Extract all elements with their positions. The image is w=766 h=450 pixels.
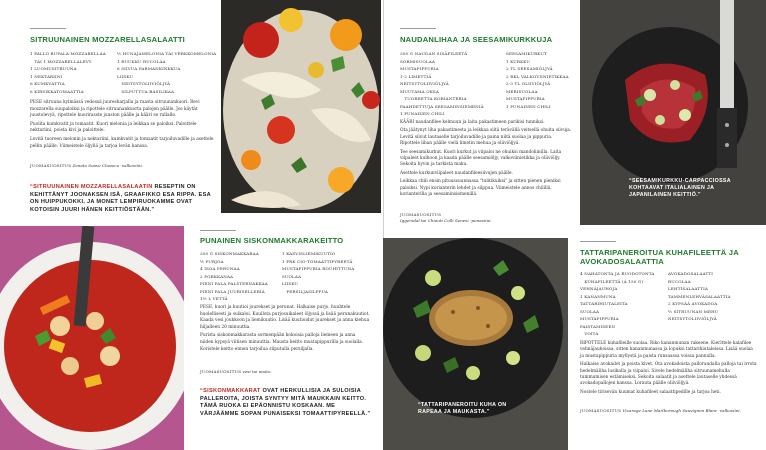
wine-label: JUOMASUOSITUS (580, 408, 622, 413)
recipe-body (400, 120, 572, 200)
body-paragraph: Ota jäätynyt liha pakastimesta ja leikkaa siitä terävällä veitsellä ohuita siivuja. Levitä siivut lautaselle tarjoiluvadille ja paina niitä suolaa ja pippuria. Ripottele lihan päälle vielä limetin mehua ja oliiviöljyä. (400, 128, 572, 147)
recipe-title-beef: NAUDANLIHAA JA SEESAMIKURKKUJA (400, 35, 553, 44)
pull-quote-overlay: “SEESAMIKURKKU-CARPACCIOSSA KOHTAAVAT ITALIALAINEN JA JAPANILAINEN KEITTIÖ.” (629, 178, 731, 198)
wine-label: JUOMASUOSITUS (30, 163, 72, 168)
quote-highlight: “SITRUUNAINEN MOZZARELLASALAATIN (30, 184, 153, 190)
wine-recommendation (200, 369, 370, 375)
ingredients-left: 1 PALLO BUFALA-MOZZARELLAA TAI 1 MOZZARELLALEVY 1 LUOMUSITRUUNA 1 NEKTARIINI 6 KUMKVATTIA 6 KIRSIKKATOMAATTIA (30, 51, 106, 94)
title-rule (200, 230, 236, 231)
title-rule (30, 28, 66, 29)
pull-quote (30, 184, 216, 214)
body-paragraph: Halkaise avokadot ja poista kivet. Ota avokadoista palloraudalla palloja tai irrota hedelmäliha lusikalla ja viipaloi. Sivele hedelmäliha sitruunamehulla tummumisen estämiseksi. Sekoita salaatit ja asettele lautaselle yhdessä avokadopallojen kanssa. Lorauta päälle oliiviöljyä. (580, 362, 757, 387)
body-paragraph: Leikkaa chili ensin pituussuunnassa "tulitikuiksi" ja sitten pienen pieniksi paloiksi. Nypi korianterin lehdet ja silppua. Viimeistele annos chilillä, korianterilla ja seesaminsiemenillä. (400, 179, 561, 198)
pull-quote-overlay: “TATTARIPANEROITU KUHA ON RAPEAA JA MAUKASTA.” (418, 402, 507, 415)
ingredients-left: 300 G NAUDAN SISÄFILEETÄ SORMISUOLAA MUSTAPIPPURIA 1-2 LIMETTIÄ NEITSYTOLIIVIÖLJYÄ MUUTAMA OKSA TUOREETTA KORIANTERIA PAAHDETTUJA SEESAMINSIEMENIÄ 1 PUNAINEN CHILI (400, 51, 484, 116)
soup-photo (0, 226, 184, 450)
title-rule (400, 28, 436, 29)
body-paragraph: RIPOTTELE kuhafileille suolaa. Riko kananmunan rakeene. Kierittele kalafilee vehnäjauhoissa, sitten kananmunassa ja lopuksi tattarihiutaleissa. Lisää suolaa ja mustapippuria myllystä ja paista runsaassa voissa pannulla. (580, 341, 753, 359)
pull-quote (200, 388, 374, 418)
body-paragraph: Puolita kumkvatit ja tomaatit. Kuori melonia ja leikkaa se paloiksi. Paloittele nektariini, poista kivi ja paloittele. (30, 121, 197, 134)
recipe-title-mozzarella: SITRUUNAINEN MOZZARELLASALAATTI (30, 35, 185, 44)
ingredients-right: AVOKADOSALAATTI RUCOLAA LEHTISALAATTIA TAMMENLEHVÄSALAATTIA 2 KYPSÄÄ AVOKADOA ½ SITRUUNAN MEHU NEITSYTOLIIVIÖLJYÄ (668, 271, 731, 321)
recipe-title-pikeperch: TATTARIPANEROITUA KUHAFILEETTÄ JA AVOKADOSALAATTIA (580, 248, 739, 266)
wine-text: Vicarage Lane Marlborough Sauvignon Blanc -valkoviini. (622, 408, 742, 413)
wine-label: JUOMASUOSITUS (400, 212, 442, 217)
body-paragraph: PESE sitruuna kylmässä vedessä juuresharjalla ja raasta sitruunankuori. Revi mozzarella suupaloiksi ja ripottele sitruunankuorta palojen päälle. Jos käytät juustolevyä, ripottele kuorirasste juuston päälle ja kääri se rullalle. (30, 100, 200, 119)
wine-text: Iggersdal tai Chianti Colli Senesi -punaviini. (400, 218, 492, 223)
ingredients-left: 4 NAHATONTA JA RUODOTONTA KUHAFILEETTÄ (Á 150 G) VEHNÄJAUHOJA 1 KANANMUNA TATTARIHIUTALEITA SUOLAA MUSTAPIPPURIA PAISTAMISEEN VOITA (580, 271, 655, 336)
quote-text: RESEPTIN ON KEHITTÄNYT JOONAKSEN ISÄ, GRAAFIKKO ESA RIPPA. ESA ON HUIPPUKOKKI, JA MONET LEMPIRUOKAMME OVAT KOTOISIN JUURI HÄNEN KEITTIÖSTÄÄN.” (30, 184, 211, 213)
body-paragraph: Asettele kurkunviipaleet naudanfileesiivujen päälle. (400, 170, 513, 176)
ingredients-right: ½ HUNAJAMELONIA TAI VERKKOMELONIA 1 RUUKKU RUCOLAA 6 SIIVUA PARMANKINKKUA LIISKU NEITSYTOLIIVIÖLJYÄ SILPUTTUA BASILIKAA (117, 51, 217, 94)
quote-text: OVAT HERKULLISIA JA SULOISIA PALLEROITA, JOISTA SYNTYY MITÄ MAUKKAIN KEITTO. TÄMÄ RUOKA EI EPÄONNISTU KOSKAAN. ME VÄRJÄÄMME SOPAN PUNAISEKSI TOMAATTIPYREELLÄ.” (200, 388, 371, 417)
body-paragraph: Levitä tuoreen melonin ja nektariini, kumkvatit ja tomaatit tarjoiluvadille ja asettele pellin päälle. Viimeistele öljyllä ja tarjoa levän kanssa. (30, 136, 214, 149)
body-paragraph: Purista siskonmakkarasta sormenpään kokoisia palloja liemeen ja anna niiden kypsyä viitisen minuuttia. Mausta keitto mustapippurilla ja suolalla. Koristele keitto ennen tarjoilua silputulla persiljalla. (200, 333, 364, 352)
recipe-title-soup: PUNAINEN SISKONMAKKARAKEITTO (200, 236, 344, 245)
recipe-body (580, 341, 758, 398)
fish-photo (383, 238, 568, 450)
wine-recommendation (30, 163, 214, 169)
body-paragraph: Tee seesamikurkut. Kuori kurkut ja viipaloi ne ohuiksi mandoliinilla. Laita viipaleet kulhoon ja kaada päälle seesamiöljy, valkoviinietikka ja oliiviöljy. Sekoita hyvin ja tarkista maku. (400, 149, 562, 168)
ingredients-left: 300 G SISKONMAKKARAA ½ PURJOA 4 ISOA PERUNAA 2 PORKKANAA PIENI PALA PALSTERNAKKAA PIENI PALA JUURISELLERIÄ 1½ L VETTÄ (200, 251, 268, 301)
wine-label: JUOMASUOSITUS (200, 369, 242, 374)
body-paragraph: KÄÄRI naudanfilee kelmuun ja laita pakastimeen parikisi tunniksi. (400, 120, 545, 125)
wine-text: Zenato Soave Classico -valkoviini. (72, 163, 144, 168)
recipe-body (30, 100, 214, 152)
body-paragraph: PESE, kuori ja kuutioi juurekset ja perunat. Halkaise purjo, huuhtele huolellisesti ja suikaloi. Kuullota purjosuikaleet öljyssä ja lisää perunakuutiot. Kaada vesi joukkoon ja liemikuutio. Lisää kuutioidut juurekset ja anna kiehua hiljalleen 20 minuuttia. (200, 305, 370, 330)
recipe-body (200, 305, 370, 355)
quote-highlight: “SISKONMAKKARAT (200, 388, 261, 394)
ingredients-right: SEESAMIKURKUT 1 KURKKU 2 TL SEESAMIÖLJYÄ 2 RKL VALKOVIINIETIKKAA 2-3 TL OLIIVIÖLJYÄ MERISUOLAA MUSTAPIPPURIA 1 PUNAINEN CHILI (506, 51, 569, 109)
body-paragraph: Nostele tirisevän kuumat kuhafileet salaattipedille ja tarjoa heti. (580, 389, 721, 395)
wine-text: vesi tai maito. (242, 369, 272, 374)
wine-recommendation (400, 212, 572, 224)
ingredients-right: 1 KASVISLIEMIKUUTIO 1 PRK CIO-TOMAATTIPYREETÄ MUSTAPIPPURIA ROUHITTUNA SUOLAA LIISKU PERSILJASILPPUA (282, 251, 355, 294)
title-rule (580, 241, 616, 242)
salad-photo (221, 0, 381, 213)
wine-recommendation (580, 408, 758, 414)
